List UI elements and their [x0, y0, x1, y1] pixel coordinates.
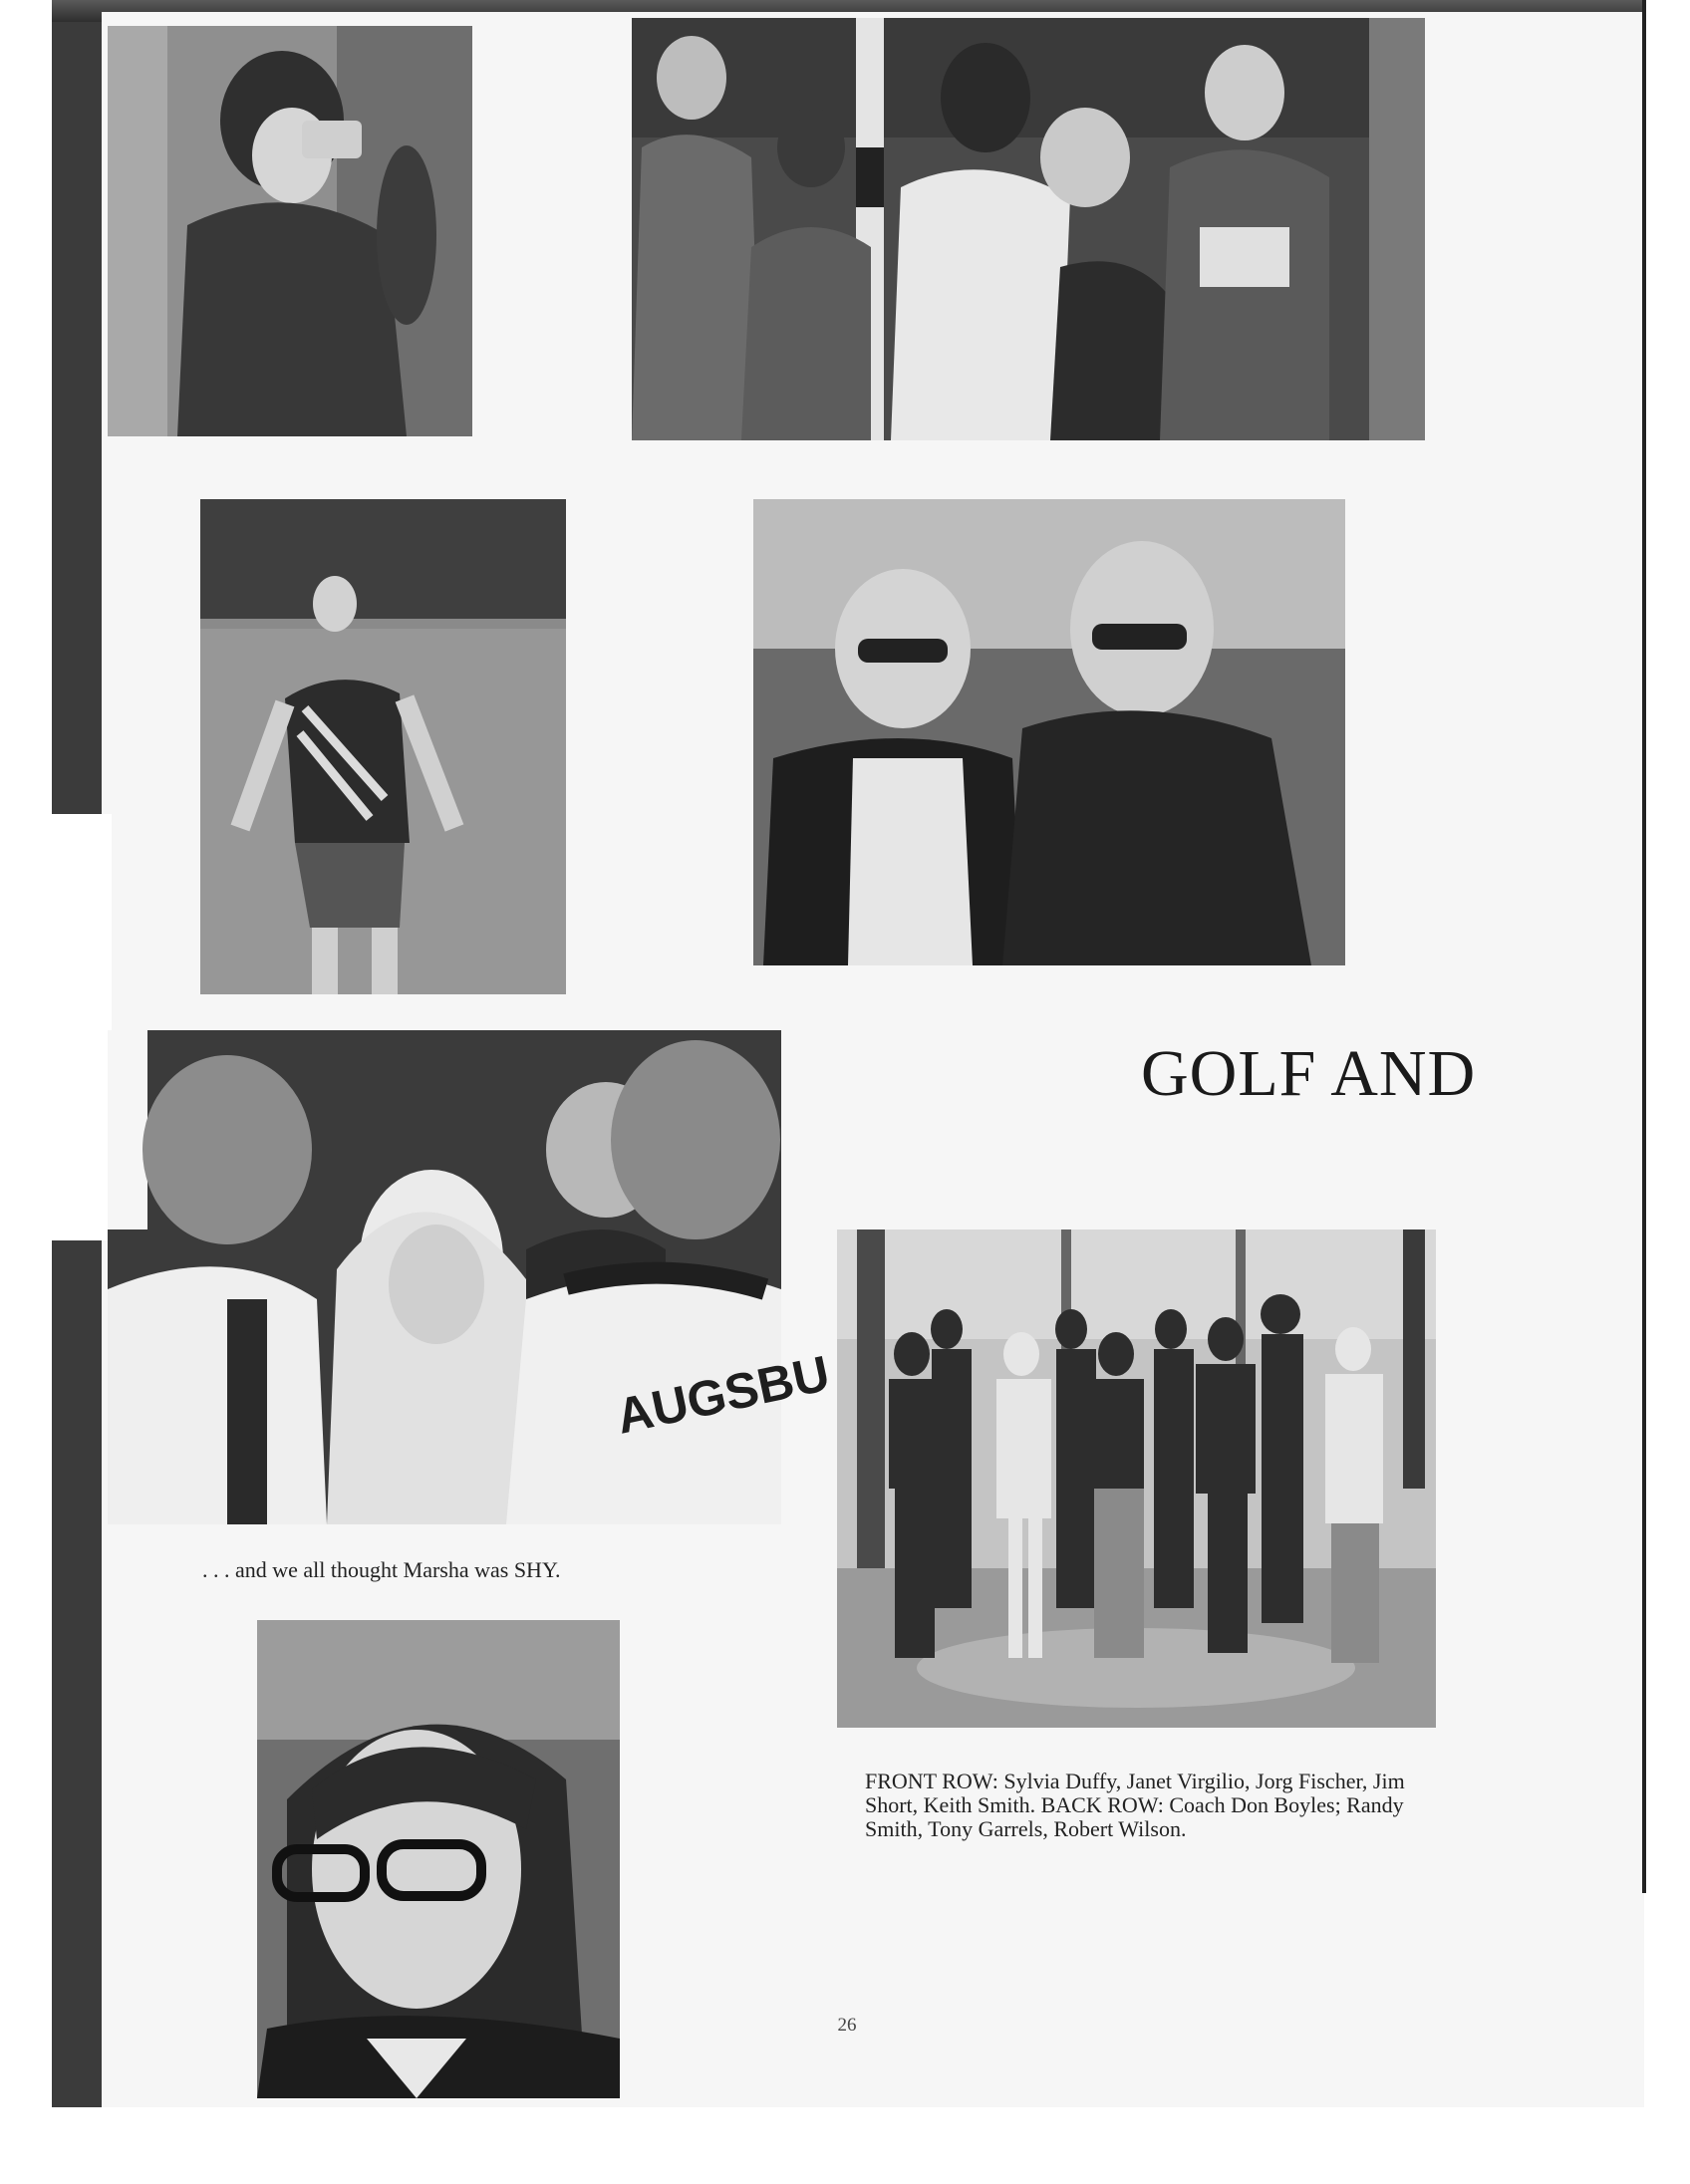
team-roster-caption: FRONT ROW: Sylvia Duffy, Janet Virgilio, Jorg Fischer, Jim Short, Keith Smith. BACK ROW: Coach Don Boyles; Randy Smith, Tony Garrels, Robert Wilson.	[865, 1769, 1405, 1841]
page-right-edge	[1642, 0, 1646, 1893]
team-group-photo	[837, 1229, 1436, 1728]
marsha-laughing-photo	[108, 1030, 835, 1524]
runner-in-field-photo	[200, 499, 566, 994]
portrait-with-glasses-photo	[257, 1620, 620, 2098]
runners-at-finish-line-photo	[632, 18, 1425, 440]
page-heading: GOLF AND	[1141, 1037, 1477, 1110]
two-runners-in-jackets-photo	[753, 499, 1345, 965]
page-number: 26	[837, 2015, 857, 2036]
jersey-lettering: AUGSBU	[611, 1344, 835, 1445]
photographer-with-camera-photo	[108, 26, 472, 436]
page-corner-fold	[52, 814, 112, 1240]
marsha-caption: . . . and we all thought Marsha was SHY.	[202, 1557, 561, 1582]
